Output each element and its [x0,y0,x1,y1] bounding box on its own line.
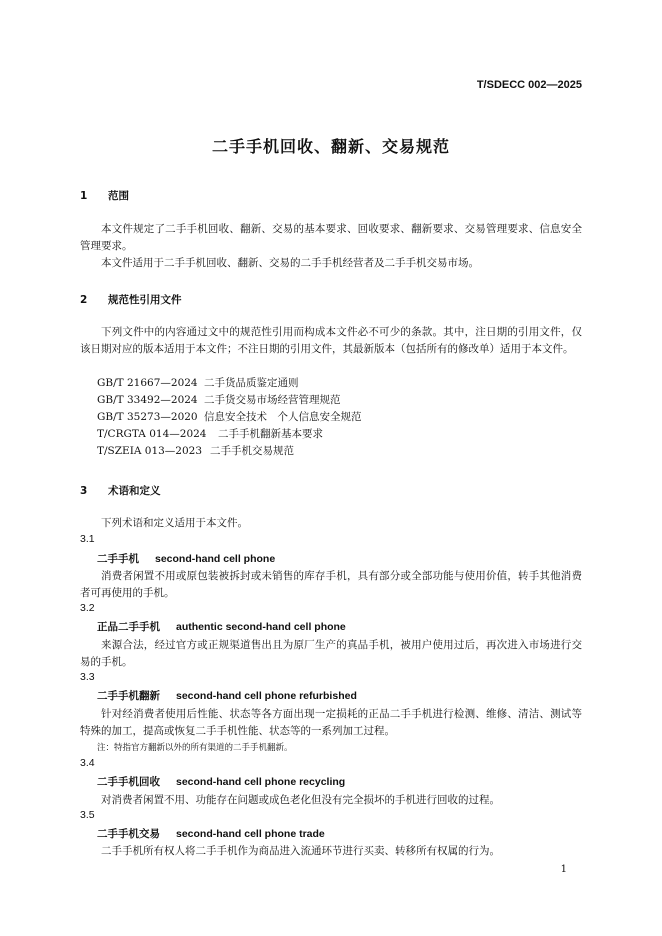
term-english: second-hand cell phone [155,553,276,565]
section-title: 范围 [108,190,129,202]
section-number: 3 [80,485,88,497]
term-definition: 来源合法，经过官方或正规渠道售出且为原厂生产的真品手机，被用户使用过后，再次进入市场进行交易的手机。 [80,639,582,668]
term-heading [97,688,357,703]
term-definition: 对消费者闲置不用、功能存在问题或成色老化但没有完全损坏的手机进行回收的过程。 [101,794,500,806]
term-chinese: 二手手机回收 [97,776,160,788]
reference-item [97,375,299,390]
reference-code: GB/T 35273—2020 [97,411,198,423]
section-number: 1 [80,190,88,202]
reference-title: 信息安全技术 个人信息安全规范 [204,411,362,423]
term-heading [97,826,325,841]
term-note: 注：特指官方翻新以外的所有渠道的二手手机翻新。 [97,743,293,753]
page-number: 1 [560,864,567,875]
term-english: authentic second-hand cell phone [176,621,346,633]
section-title: 规范性引用文件 [108,294,182,306]
section-2-heading [80,292,182,307]
term-number: 3.1 [80,533,95,545]
reference-code: GB/T 21667—2024 [97,377,198,389]
section-1-paragraph-1: 本文件规定了二手手机回收、翻新、交易的基本要求、回收要求、翻新要求、交易管理要求、信息安全管理要求。 [80,223,582,252]
term-number: 3.4 [80,757,95,769]
term-heading [97,551,275,566]
term-heading [97,774,345,789]
section-1-paragraph-2: 本文件适用于二手手机回收、翻新、交易的二手手机经营者及二手手机交易市场。 [101,257,479,269]
standard-number: T/SDECC 002—2025 [476,79,582,91]
term-number: 3.5 [80,809,95,821]
reference-title: 二手手机交易规范 [210,445,294,457]
reference-item [97,426,323,441]
term-chinese: 二手手机翻新 [97,690,160,702]
section-1-heading [80,188,129,203]
reference-item [97,443,294,458]
term-chinese: 二手手机 [97,553,139,565]
reference-title: 二手手机翻新基本要求 [218,428,323,440]
term-chinese: 二手手机交易 [97,828,160,840]
term-english: second-hand cell phone trade [176,828,325,840]
reference-code: GB/T 33492—2024 [97,394,198,406]
term-english: second-hand cell phone refurbished [176,690,357,702]
reference-code: T/CRGTA 014—2024 [97,428,207,440]
term-number: 3.3 [80,671,95,683]
section-number: 2 [80,294,88,306]
term-chinese: 正品二手手机 [97,621,160,633]
section-title: 术语和定义 [108,485,161,497]
term-heading [97,619,346,634]
section-3-intro: 下列术语和定义适用于本文件。 [101,517,248,529]
term-number: 3.2 [80,602,95,614]
term-definition: 二手手机所有权人将二手手机作为商品进入流通环节进行买卖、转移所有权属的行为。 [101,845,500,857]
reference-code: T/SZEIA 013—2023 [97,445,203,457]
term-definition: 针对经消费者使用后性能、状态等各方面出现一定损耗的正品二手手机进行检测、维修、清洁、测试等特殊的加工，提高或恢复二手手机性能、状态等的一系列加工过程。 [80,708,582,737]
reference-item [97,409,362,424]
reference-title: 二手货交易市场经营管理规范 [204,394,341,406]
term-definition: 消费者闲置不用或原包装被拆封或未销售的库存手机，具有部分或全部功能与使用价值，转手其他消费者可再使用的手机。 [80,570,582,599]
document-title: 二手手机回收、翻新、交易规范 [211,137,450,156]
reference-item [97,392,341,407]
section-3-heading [80,483,161,498]
reference-title: 二手货品质鉴定通则 [204,377,299,389]
term-english: second-hand cell phone recycling [176,776,346,788]
section-2-paragraph-1: 下列文件中的内容通过文中的规范性引用而构成本文件必不可少的条款。其中，注日期的引用文件，仅该日期对应的版本适用于本文件；不注日期的引用文件，其最新版本（包括所有的修改单）适用于本文件。 [80,326,582,355]
